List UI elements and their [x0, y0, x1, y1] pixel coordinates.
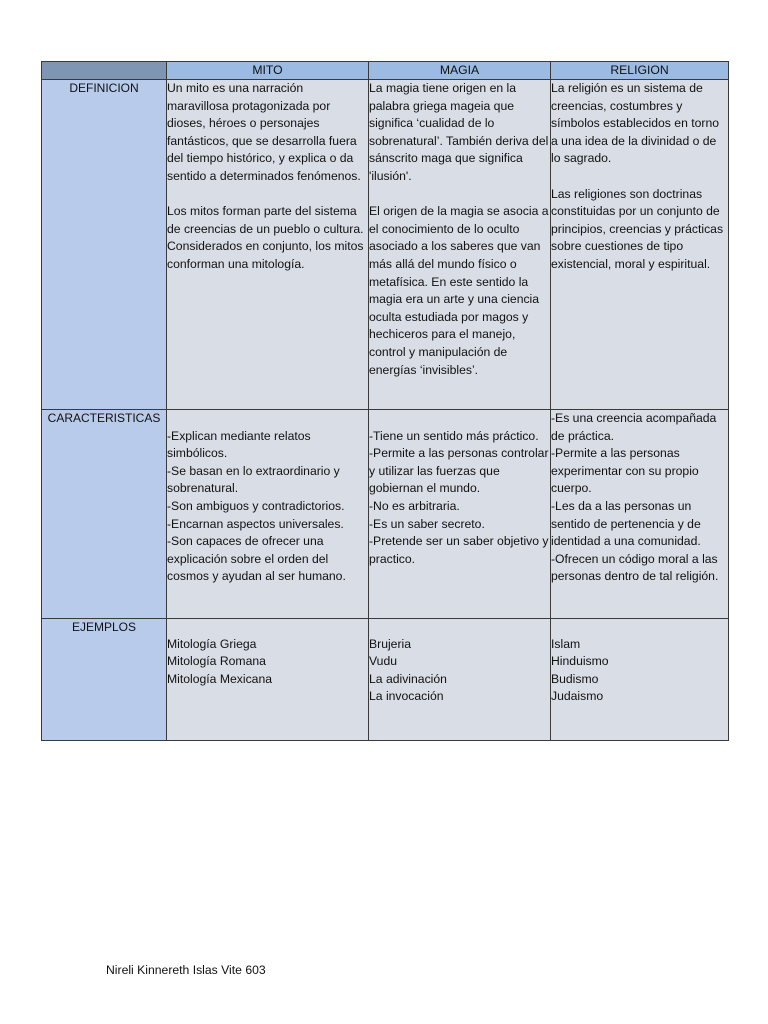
- header-religion: RELIGION: [551, 62, 729, 80]
- cell-definicion-mito: [167, 80, 369, 410]
- definicion-mito-paragraph-2: Los mitos forman parte del sistema de creencias de un pueblo o cultura. Considerados en conjunto, los mitos conforman una mitología.: [167, 204, 364, 271]
- definicion-religion-paragraph-1: La religión es un sistema de creencias, costumbres y símbolos establecidos en torno a una idea de la divinidad o de lo sagrado.: [551, 81, 720, 166]
- caracteristicas-religion-text: -Es una creencia acompañada de práctica. -Permite a las personas experimentar con su propio cuerpo. -Les da a las personas un sentido de pertenencia y de identidad a una comunidad. -Ofrecen un código moral a las personas dentro de tal religión.: [551, 411, 719, 584]
- cell-ejemplos-mito: [167, 618, 369, 740]
- cell-definicion-magia: [369, 80, 551, 410]
- caracteristicas-mito-text: -Explican mediante relatos simbólicos. -Se basan en lo extraordinario y sobrenatural. -Son ambiguos y contradictorios. -Encarnan aspectos universales. -Son capaces de ofrecer una explicación sobre el orden del cosmos y ayudan al ser humano.: [167, 428, 346, 584]
- ejemplos-religion-list: Islam Hinduismo Budismo Judaismo: [551, 636, 609, 704]
- definicion-magia-paragraph-2: El origen de la magia se asocia a el conocimiento de lo oculto asociado a los saberes que van más allá del mundo físico o metafísica. En este sentido la magia era un arte y una ciencia oculta estudiada por magos y hechiceros para el manejo, control y manipulación de energías ‘invisibles’.: [369, 204, 549, 377]
- corner-cell: [42, 62, 167, 80]
- row-definicion: [42, 80, 729, 410]
- row-label-definicion: DEFINICION: [42, 80, 167, 410]
- definicion-mito-paragraph-1: Un mito es una narración maravillosa protagonizada por dioses, héroes o personajes fantásticos, que se desarrolla fuera del tiempo histórico, y explica o da sentido a determinados fenómenos.: [167, 81, 361, 183]
- ejemplos-magia-list: Brujeria Vudu La adivinación La invocación: [369, 636, 447, 704]
- ejemplos-mito-list: Mitología Griega Mitología Romana Mitología Mexicana: [167, 636, 272, 686]
- cell-ejemplos-magia: [369, 618, 551, 740]
- header-row: [42, 62, 729, 80]
- header-magia: MAGIA: [369, 62, 551, 80]
- comparison-table: [41, 61, 729, 741]
- row-label-caracteristicas: CARACTERISTICAS: [42, 410, 167, 619]
- row-label-ejemplos: EJEMPLOS: [42, 618, 167, 740]
- cell-caracteristicas-religion: [551, 410, 729, 619]
- cell-caracteristicas-mito: [167, 410, 369, 619]
- cell-definicion-religion: [551, 80, 729, 410]
- definicion-magia-paragraph-1: La magia tiene origen en la palabra griega mageia que significa ‘cualidad de lo sobrenatural’. También deriva del sánscrito maga que significa 'ilusión'.: [369, 81, 549, 183]
- author-footer: Nireli Kinnereth Islas Vite 603: [106, 963, 266, 977]
- header-mito: MITO: [167, 62, 369, 80]
- cell-caracteristicas-magia: [369, 410, 551, 619]
- definicion-religion-paragraph-2: Las religiones son doctrinas constituidas por un conjunto de principios, creencias y prácticas sobre cuestiones de tipo existencial, moral y espiritual.: [551, 186, 724, 271]
- row-ejemplos: [42, 618, 729, 740]
- row-caracteristicas: [42, 410, 729, 619]
- cell-ejemplos-religion: [551, 618, 729, 740]
- caracteristicas-magia-text: -Tiene un sentido más práctico. -Permite a las personas controlar y utilizar las fuerzas que gobiernan el mundo. -No es arbitraria. -Es un saber secreto. -Pretende ser un saber objetivo y practico.: [369, 428, 549, 566]
